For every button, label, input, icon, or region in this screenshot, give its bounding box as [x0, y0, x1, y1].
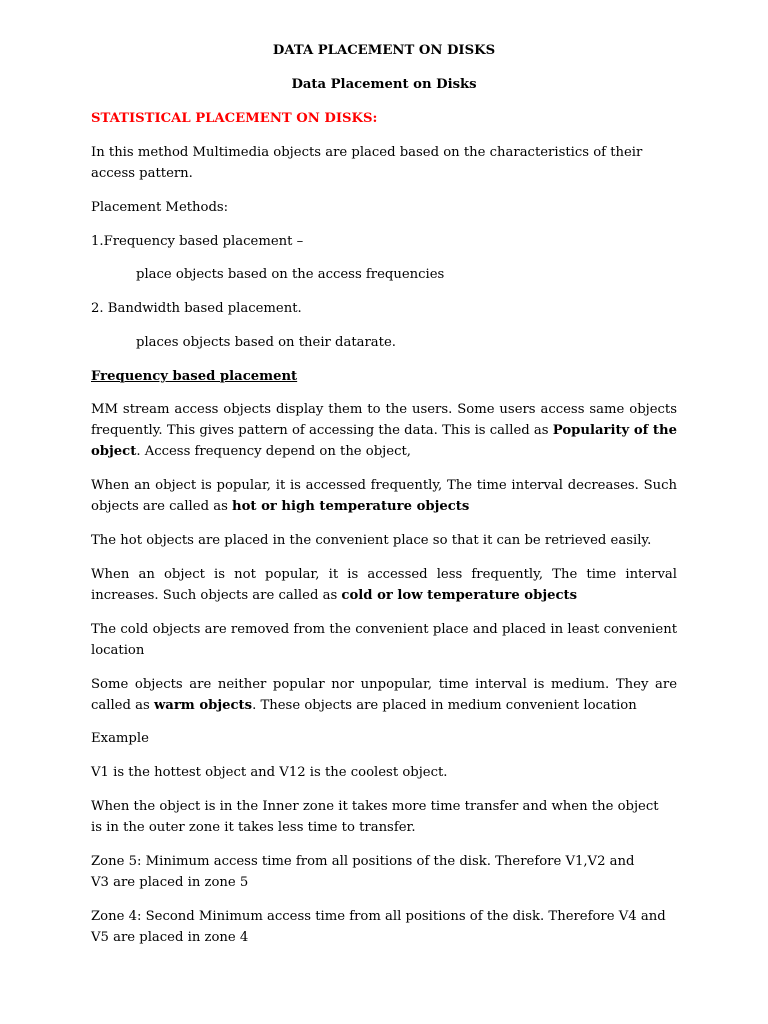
example-hottest-coolest: V1 is the hottest object and V12 is the coolest object.: [91, 765, 448, 780]
zone-4-paragraph: Zone 4: Second Minimum access time from all positions of the disk. Therefore V4 and V5 are placed in zone 4: [91, 909, 666, 945]
hot-objects-text: When an object is popular, it is accessed frequently, The time interval decreases. Such objects are called as: [91, 478, 677, 514]
cold-objects-paragraph: [91, 564, 677, 606]
hot-objects-paragraph: [91, 475, 677, 517]
example-label: Example: [91, 731, 149, 746]
cold-objects-removal-paragraph: The cold objects are removed from the convenient place and placed in least convenient location: [91, 622, 677, 658]
warm-objects-term: warm objects: [153, 698, 253, 713]
warm-objects-paragraph: [91, 674, 677, 716]
placement-methods-label: Placement Methods:: [91, 200, 229, 215]
popularity-text-c: . Access frequency depend on the object,: [136, 444, 411, 459]
cold-objects-text: When an object is not popular, it is accessed less frequently, The time interval increases. Such objects are called as: [91, 567, 677, 603]
intro-paragraph: In this method Multimedia objects are placed based on the characteristics of their access pattern.: [91, 145, 643, 181]
cold-objects-term: cold or low temperature objects: [341, 588, 578, 603]
warm-objects-text-a: Some objects are neither popular nor unpopular, time interval is medium. They are called as: [91, 677, 677, 713]
popularity-paragraph: [91, 399, 677, 462]
hot-objects-placement-paragraph: The hot objects are placed in the convenient place so that it can be retrieved easily.: [91, 533, 652, 548]
hot-objects-term: hot or high temperature objects: [232, 499, 470, 514]
example-zone-transfer: When the object is in the Inner zone it takes more time transfer and when the object is in the outer zone it takes less time to transfer.: [91, 799, 659, 835]
method-2-title: 2. Bandwidth based placement.: [91, 301, 302, 316]
section-heading-statistical: STATISTICAL PLACEMENT ON DISKS:: [91, 111, 378, 126]
frequency-placement-heading: Frequency based placement: [91, 369, 298, 384]
method-1-title: 1.Frequency based placement –: [91, 234, 304, 249]
method-1-description: place objects based on the access frequencies: [136, 267, 445, 282]
method-2-description: places objects based on their datarate.: [136, 335, 396, 350]
zone-5-paragraph: Zone 5: Minimum access time from all positions of the disk. Therefore V1,V2 and V3 are placed in zone 5: [91, 854, 635, 890]
warm-objects-text-c: . These objects are placed in medium convenient location: [252, 698, 637, 713]
document-title: DATA PLACEMENT ON DISKS: [272, 43, 496, 58]
document-subtitle: Data Placement on Disks: [291, 77, 477, 92]
popularity-text-a: MM stream access objects display them to the users. Some users access same objects frequently. This gives pattern of accessing the data. This is called as: [91, 402, 677, 438]
popularity-term: Popularity of the object: [91, 423, 677, 459]
